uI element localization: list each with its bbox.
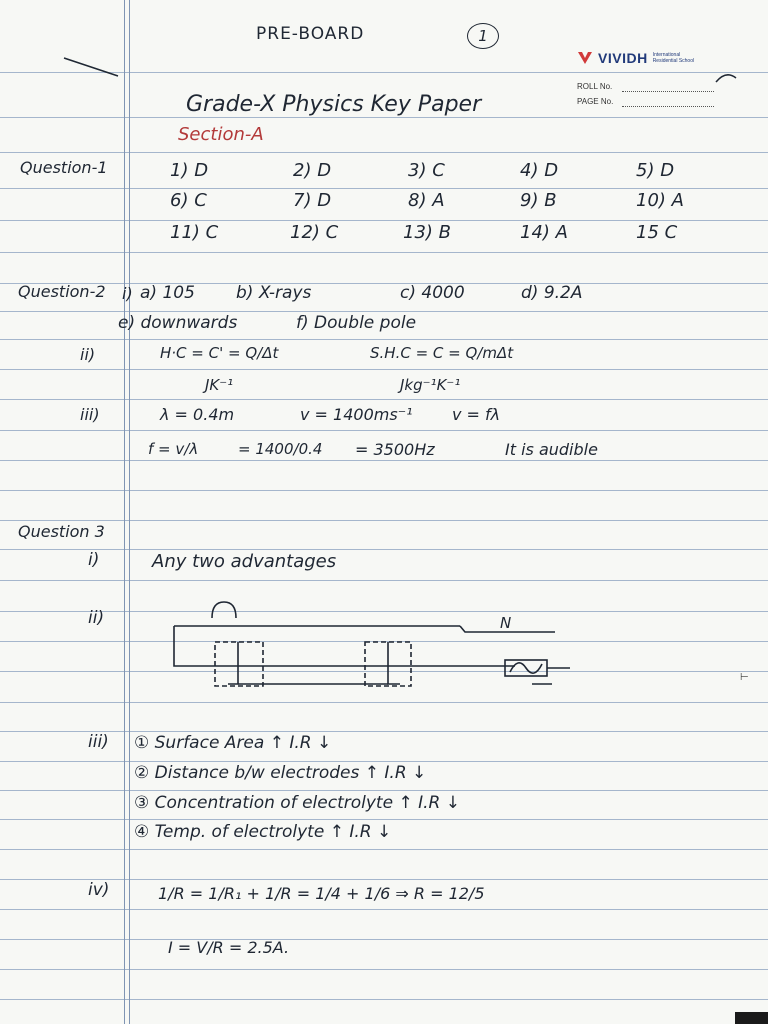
q2-answer-b: b) X-rays [236,283,312,303]
specific-heat-unit: Jkg⁻¹K⁻¹ [400,376,461,394]
north-pole-label: N [500,614,512,632]
answer-8: 8) A [408,190,445,211]
question-3-label: Question 3 [18,522,105,541]
q2-part-iii-label: iii) [80,405,100,424]
list-item: ④ Temp. of electrolyte ↑ I.R ↓ [134,822,392,842]
school-subtitle: International Residential School [652,52,695,64]
list-item: ① Surface Area ↑ I.R ↓ [134,733,332,753]
wave-equation: v = fλ [452,405,501,424]
circuit-diagram [160,596,580,696]
corner-mark-icon [714,70,738,84]
answer-6: 6) C [170,190,207,211]
answer-12: 12) C [290,222,339,243]
page-number-field[interactable] [622,105,714,107]
audibility-note: It is audible [505,440,598,459]
q3-part-ii-label: ii) [88,608,105,628]
frequency-formula: f = v/λ [148,440,199,458]
speed-value: v = 1400ms⁻¹ [300,405,413,424]
vividh-logo-icon [577,51,593,65]
school-name: VIVIDH [598,50,648,66]
roll-number-field[interactable] [622,90,714,92]
answer-15: 15 C [636,222,678,243]
answer-1: 1) D [170,160,209,181]
school-logo [577,50,703,66]
q2-answer-a: a) 105 [140,283,195,303]
answer-13: 13) B [403,222,451,243]
resistance-calculation: 1/R = 1/R₁ + 1/R = 1/4 + 1/6 ⇒ R = 12/5 [158,884,485,903]
answer-10: 10) A [636,190,684,211]
q2-answer-c: c) 4000 [400,283,465,303]
answer-5: 5) D [636,160,675,181]
wavelength-value: λ = 0.4m [160,405,235,424]
answer-11: 11) C [170,222,219,243]
question-2-label: Question-2 [18,282,106,301]
q3-part-i-label: i) [88,550,100,570]
stray-stroke-icon [62,54,122,80]
edge-mark-icon: ⊢ [740,672,749,683]
answer-14: 14) A [520,222,568,243]
page-number-circle: 1 [467,23,499,49]
q2-part-ii-label: ii) [80,345,96,364]
heat-capacity-unit: JK⁻¹ [205,376,234,394]
q3-part-iv-label: iv) [88,880,110,900]
specific-heat-formula: S.H.C = C = Q/mΔt [370,344,514,362]
frequency-substitution: = 1400/0.4 [238,440,323,458]
question-1-label: Question-1 [20,158,108,177]
frequency-result: = 3500Hz [355,440,435,459]
list-item: ② Distance b/w electrodes ↑ I.R ↓ [134,763,427,783]
answer-3: 3) C [408,160,445,181]
heat-capacity-formula: H·C = C' = Q/Δt [160,344,279,362]
q2-answer-f: f) Double pole [296,313,417,333]
list-item: ③ Concentration of electrolyte ↑ I.R ↓ [134,793,460,813]
paper-heading: Grade-X Physics Key Paper [186,92,482,117]
q2-part-i-label: i) [122,284,133,303]
section-heading: Section-A [178,124,264,145]
q2-answer-d: d) 9.2A [521,283,583,303]
answer-4: 4) D [520,160,559,181]
exam-title: PRE-BOARD [256,24,365,44]
roll-number-label: ROLL No. [577,82,613,91]
page-number-label: PAGE No. [577,97,614,106]
corner-shadow [735,1012,768,1024]
answer-9: 9) B [520,190,557,211]
current-calculation: I = V/R = 2.5A. [168,938,290,957]
q3-part-i-answer: Any two advantages [152,551,337,572]
answer-2: 2) D [293,160,332,181]
answer-7: 7) D [293,190,332,211]
q2-answer-e: e) downwards [118,313,238,333]
q3-part-iii-label: iii) [88,732,109,752]
